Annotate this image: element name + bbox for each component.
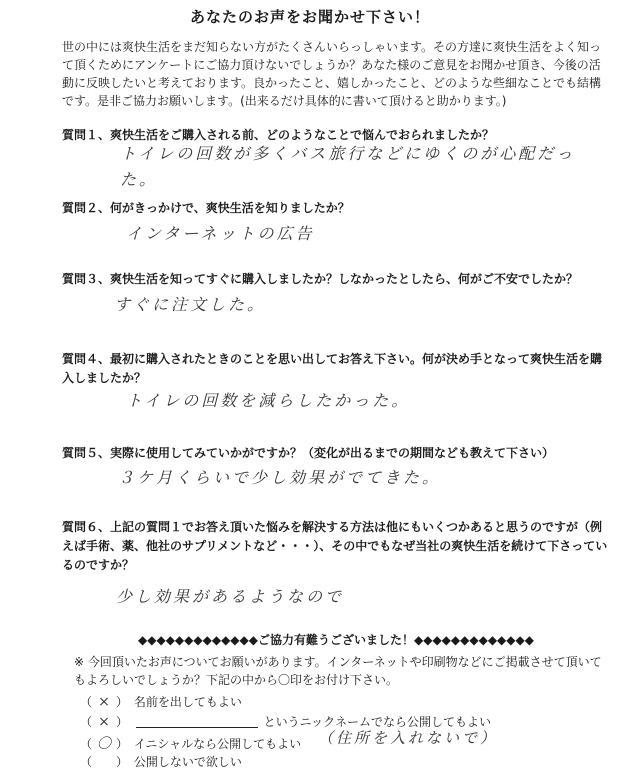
option-mark: × <box>98 694 110 710</box>
question-5: 質問５、実際に使用してみていかがですか？（変化が出るまでの期間なども教えて下さい） <box>62 446 555 460</box>
option-mark: × <box>98 714 110 730</box>
option-private[interactable] <box>80 753 242 770</box>
answer-1: トイレの回数が多くバス旅行などにゆくのが心配だった。 <box>120 144 576 189</box>
question-1: 質問１、爽快生活をご購入される前、どのようなことで悩んでおられましたか？ <box>62 128 495 142</box>
option-mark: 〇 <box>97 736 112 752</box>
option-paren: （ × ） <box>80 694 129 710</box>
answer-6: 少し効果があるようなので <box>116 587 345 606</box>
consent-note: ※ 今回頂いたお声についてお願いがあります。インターネットや印刷物などにご掲載させて頂いてもよろしいでしょうか？下記の中から〇印をお付け下さい。 <box>74 655 602 687</box>
question-6: 質問６、上記の質問１でお答え頂いた悩みを解決する方法は他にもいくつかあると思うのですが（例えば手術、薬、他社のサプリメントなど・・・）、その中でもなぜ当社の爽快生活を続けて下さっているのですか？ <box>62 520 608 572</box>
option-paren: （ × ） <box>80 714 129 730</box>
option-initials[interactable] <box>80 733 301 753</box>
option-paren: （ 〇 ） <box>80 733 130 753</box>
option-name[interactable] <box>80 693 242 710</box>
thanks-line: ◆◆◆◆◆◆◆◆◆◆◆◆◆ご協力有難うございました！◆◆◆◆◆◆◆◆◆◆◆◆◆ <box>138 633 534 647</box>
answer-3: すぐに注文した。 <box>114 295 267 314</box>
answer-2: インターネットの広告 <box>126 224 315 243</box>
intro-text: 世の中には爽快生活をまだ知らない方がたくさんいらっしゃいます。その方達に爽快生活をよく知って頂くためにアンケートにご協力頂けないでしょうか？あなた様のご意見をお聞かせ頂き、今後の活動に反映したいと考えております。良かったこと、嬉しかったこと、どのような些細なことでも結構です。是非ご協力お願いします。(出来るだけ具体的に書いて頂けると助かります。) <box>62 40 602 108</box>
option-label: 名前を出してもよい <box>133 695 242 709</box>
question-3: 質問３、爽快生活を知ってすぐに購入しましたか？しなかったとしたら、何がご不安でしたか？ <box>62 272 579 286</box>
option-label: というニックネームでなら公開してもよい <box>263 715 492 729</box>
nickname-blank <box>136 727 258 728</box>
question-4: 質問４、最初に購入されたときのことを思い出してお答え下さい。何が決め手となって爽快生活を購入しましたか？ <box>62 352 603 385</box>
answer-5: ３ケ月くらいで少し効果がでてきた。 <box>118 468 442 487</box>
handwritten-note: （住所を入れないで） <box>318 729 499 747</box>
option-label: 公開しないで欲しい <box>133 755 242 769</box>
option-paren: （ ） <box>80 755 129 769</box>
option-label: イニシャルなら公開してもよい <box>133 737 302 751</box>
answer-4: トイレの回数を減らしたかった。 <box>126 391 411 410</box>
page-title: あなたのお声をお聞かせ下さい！ <box>189 8 430 26</box>
question-2: 質問２、何がきっかけで、爽快生活を知りましたか？ <box>62 201 350 215</box>
